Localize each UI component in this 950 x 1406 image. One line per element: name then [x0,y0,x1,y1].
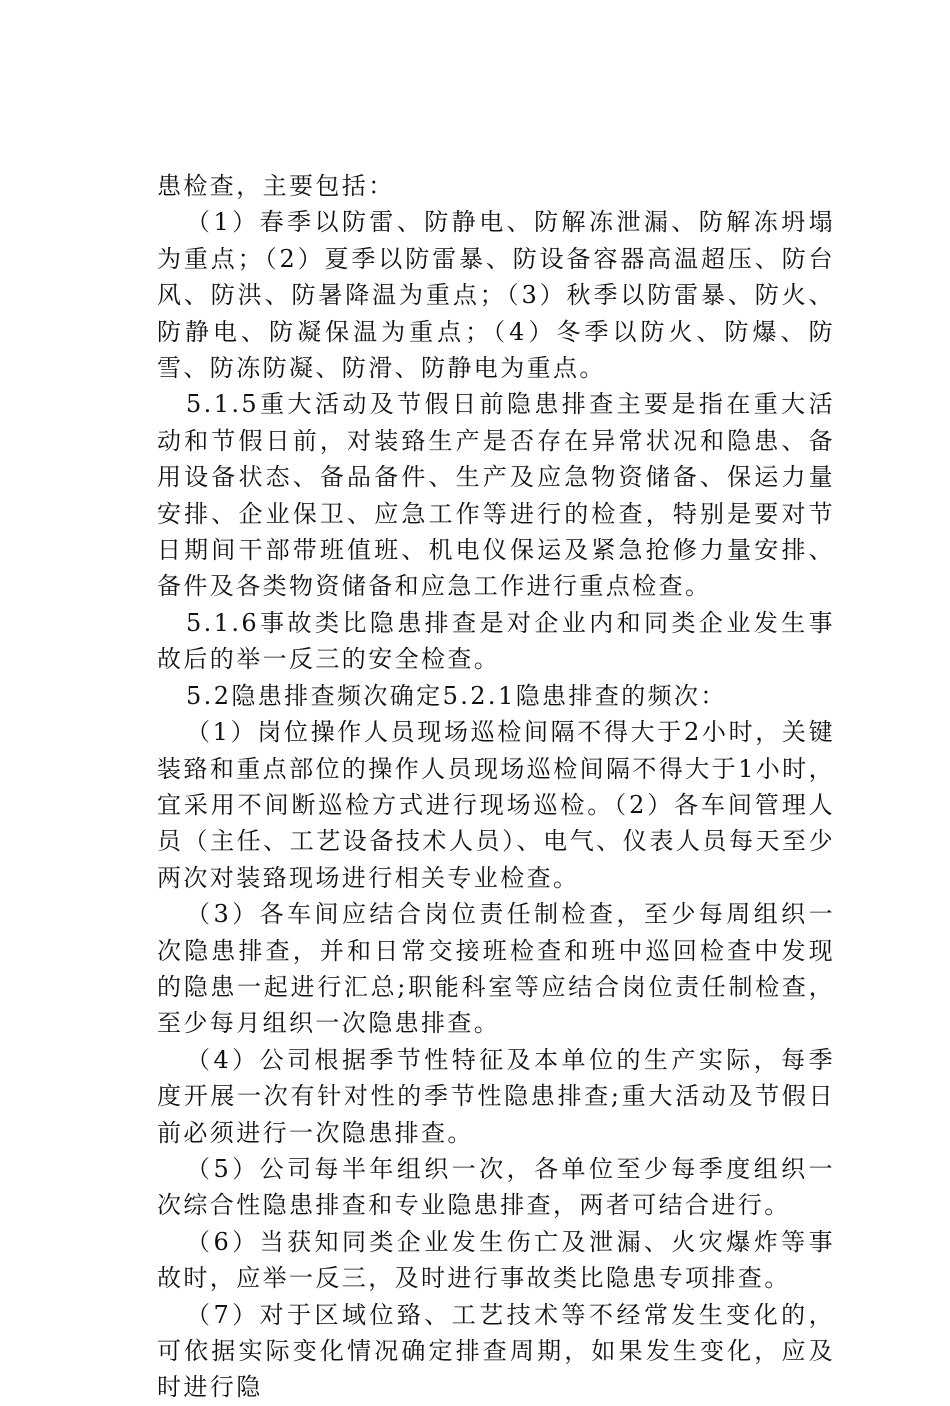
paragraph-5-2-heading: 5.2隐患排查频次确定5.2.1隐患排查的频次： [186,681,727,710]
paragraph-5-1-6: 5.1.6事故类比隐患排查是对企业内和同类企业发生事故后的举一反三的安全检查。 [157,608,835,674]
paragraph-frequency-3: （3）各车间应结合岗位责任制检查，至少每周组织一次隐患排查，并和日常交接班检查和班中巡回检查中发现的隐患一起进行汇总;职能科室等应结合岗位责任制检查，至少每月组织一次隐患排查。 [157,900,835,1038]
document-body [157,168,835,1406]
paragraph-intro-continuation: 患检查，主要包括： [157,172,395,200]
paragraph-frequency-1-2: （1）岗位操作人员现场巡检间隔不得大于2小时，关键装臵和重点部位的操作人员现场巡检间隔不得大于1小时，宜采用不间断巡检方式进行现场巡检。（2）各车间管理人员（主任、工艺设备技术人员）、电气、仪表人员每天至少两次对装臵现场进行相关专业检查。 [157,718,835,892]
paragraph-frequency-7: （7）对于区域位臵、工艺技术等不经常发生变化的，可依据实际变化情况确定排查周期，如果发生变化，应及时进行隐 [157,1300,835,1402]
paragraph-frequency-6: （6）当获知同类企业发生伤亡及泄漏、火灾爆炸等事故时，应举一反三，及时进行事故类比隐患专项排查。 [157,1227,835,1293]
paragraph-frequency-5: （5）公司每半年组织一次，各单位至少每季度组织一次综合性隐患排查和专业隐患排查，两者可结合进行。 [157,1154,835,1220]
paragraph-seasonal-focus: （1）春季以防雷、防静电、防解冻泄漏、防解冻坍塌为重点；（2）夏季以防雷暴、防设备容器高温超压、防台风、防洪、防暑降温为重点；（3）秋季以防雷暴、防火、防静电、防凝保温为重点；（4）冬季以防火、防爆、防雪、防冻防凝、防滑、防静电为重点。 [157,208,835,383]
paragraph-5-1-5: 5.1.5重大活动及节假日前隐患排查主要是指在重大活动和节假日前，对装臵生产是否存在异常状况和隐患、备用设备状态、备品备件、生产及应急物资储备、保运力量安排、企业保卫、应急工作等进行的检查，特别是要对节日期间干部带班值班、机电仪保运及紧急抢修力量安排、备件及各类物资储备和应急工作进行重点检查。 [157,390,835,601]
paragraph-frequency-4: （4）公司根据季节性特征及本单位的生产实际，每季度开展一次有针对性的季节性隐患排查;重大活动及节假日前必须进行一次隐患排查。 [157,1045,835,1147]
